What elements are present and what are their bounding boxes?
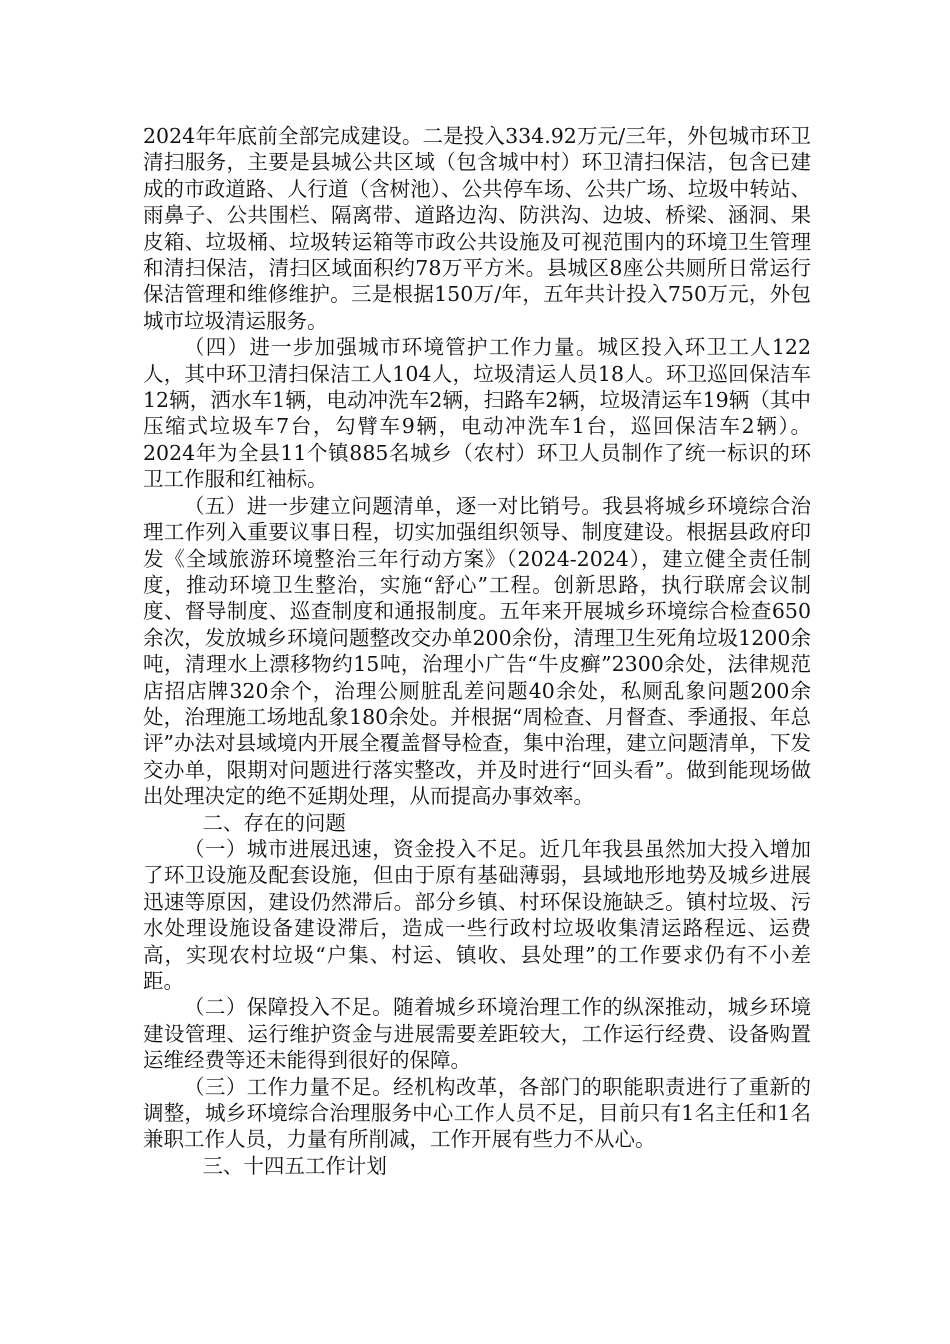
paragraph-5-problem-list: （五）进一步建立问题清单，逐一对比销号。我县将城乡环境综合治理工作列入重要议事日程，切实加强组织领导、制度建设。根据县政府印发《全域旅游环境整治三年行动方案》（2024-2024），建立健全责任制度，推动环境卫生整治，实施“舒心”工程。创新思路，执行联席会议制度、督导制度、巡查制度和通报制度。五年来开展城乡环境综合检查650余次，发放城乡环境问题整改交办单200余份，清理卫生死角垃圾1200余吨，清理水上漂移物约15吨，治理小广告“牛皮癣”2300余处，法律规范店招店牌320余个，治理公厕脏乱差问题40余处，私厕乱象问题200余处，治理施工场地乱象180余处。并根据“周检查、月督查、季通报、年总评”办法对县域境内开展全覆盖督导检查，集中治理，建立问题清单，下发交办单，限期对问题进行落实整改，并及时进行“回头看”。做到能现场做出处理决定的绝不延期处理，从而提高办事效率。 [143, 493, 811, 809]
paragraph-problem-2-support: （二）保障投入不足。随着城乡环境治理工作的纵深推动，城乡环境建设管理、运行维护资金与进展需要差距较大，工作运行经费、设备购置运维经费等还未能得到很好的保障。 [143, 995, 811, 1073]
section-heading-14th-five-year-plan: 三、十四五工作计划 [202, 1153, 387, 1178]
section-heading-existing-problems: 二、存在的问题 [202, 810, 346, 835]
document-page [143, 123, 811, 1179]
paragraph-continuation-sanitation-services: 2024年年底前全部完成建设。二是投入334.92万元/三年，外包城市环卫清扫服务，主要是县城公共区域（包含城中村）环卫清扫保洁，包含已建成的市政道路、人行道（含树池）、公共停车场、公共广场、垃圾中转站、雨鼻子、公共围栏、隔离带、道路边沟、防洪沟、边坡、桥梁、涵洞、果皮箱、垃圾桶、垃圾转运箱等市政公共设施及可视范围内的环境卫生管理和清扫保洁，清扫区域面积约78万平方米。县城区8座公共厕所日常运行保洁管理和维修维护。三是根据150万/年，五年共计投入750万元，外包城市垃圾清运服务。 [143, 124, 811, 333]
paragraph-problem-1-funding: （一）城市进展迅速，资金投入不足。近几年我县虽然加大投入增加了环卫设施及配套设施，但由于原有基础薄弱，县域地形地势及城乡进展迅速等原因，建设仍然滞后。部分乡镇、村环保设施缺乏。镇村垃圾、污水处理设施设备建设滞后，造成一些行政村垃圾收集清运路程远、运费高，实现农村垃圾“户集、村运、镇收、县处理”的工作要求仍有不小差距。 [143, 836, 811, 993]
paragraph-problem-3-staffing: （三）工作力量不足。经机构改革，各部门的职能职责进行了重新的调整，城乡环境综合治理服务中心工作人员不足，目前只有1名主任和1名兼职工作人员，力量有所削减，工作开展有些力不从心。 [143, 1074, 811, 1152]
paragraph-4-sanitation-workforce: （四）进一步加强城市环境管护工作力量。城区投入环卫工人122人，其中环卫清扫保洁工人104人，垃圾清运人员18人。环卫巡回保洁车12辆，洒水车1辆，电动冲洗车2辆，扫路车2辆，垃圾清运车19辆（其中压缩式垃圾车7台，勾臂车9辆，电动冲洗车1台，巡回保洁车2辆）。2024年为全县11个镇885名城乡（农村）环卫人员制作了统一标识的环卫工作服和红袖标。 [143, 335, 811, 492]
